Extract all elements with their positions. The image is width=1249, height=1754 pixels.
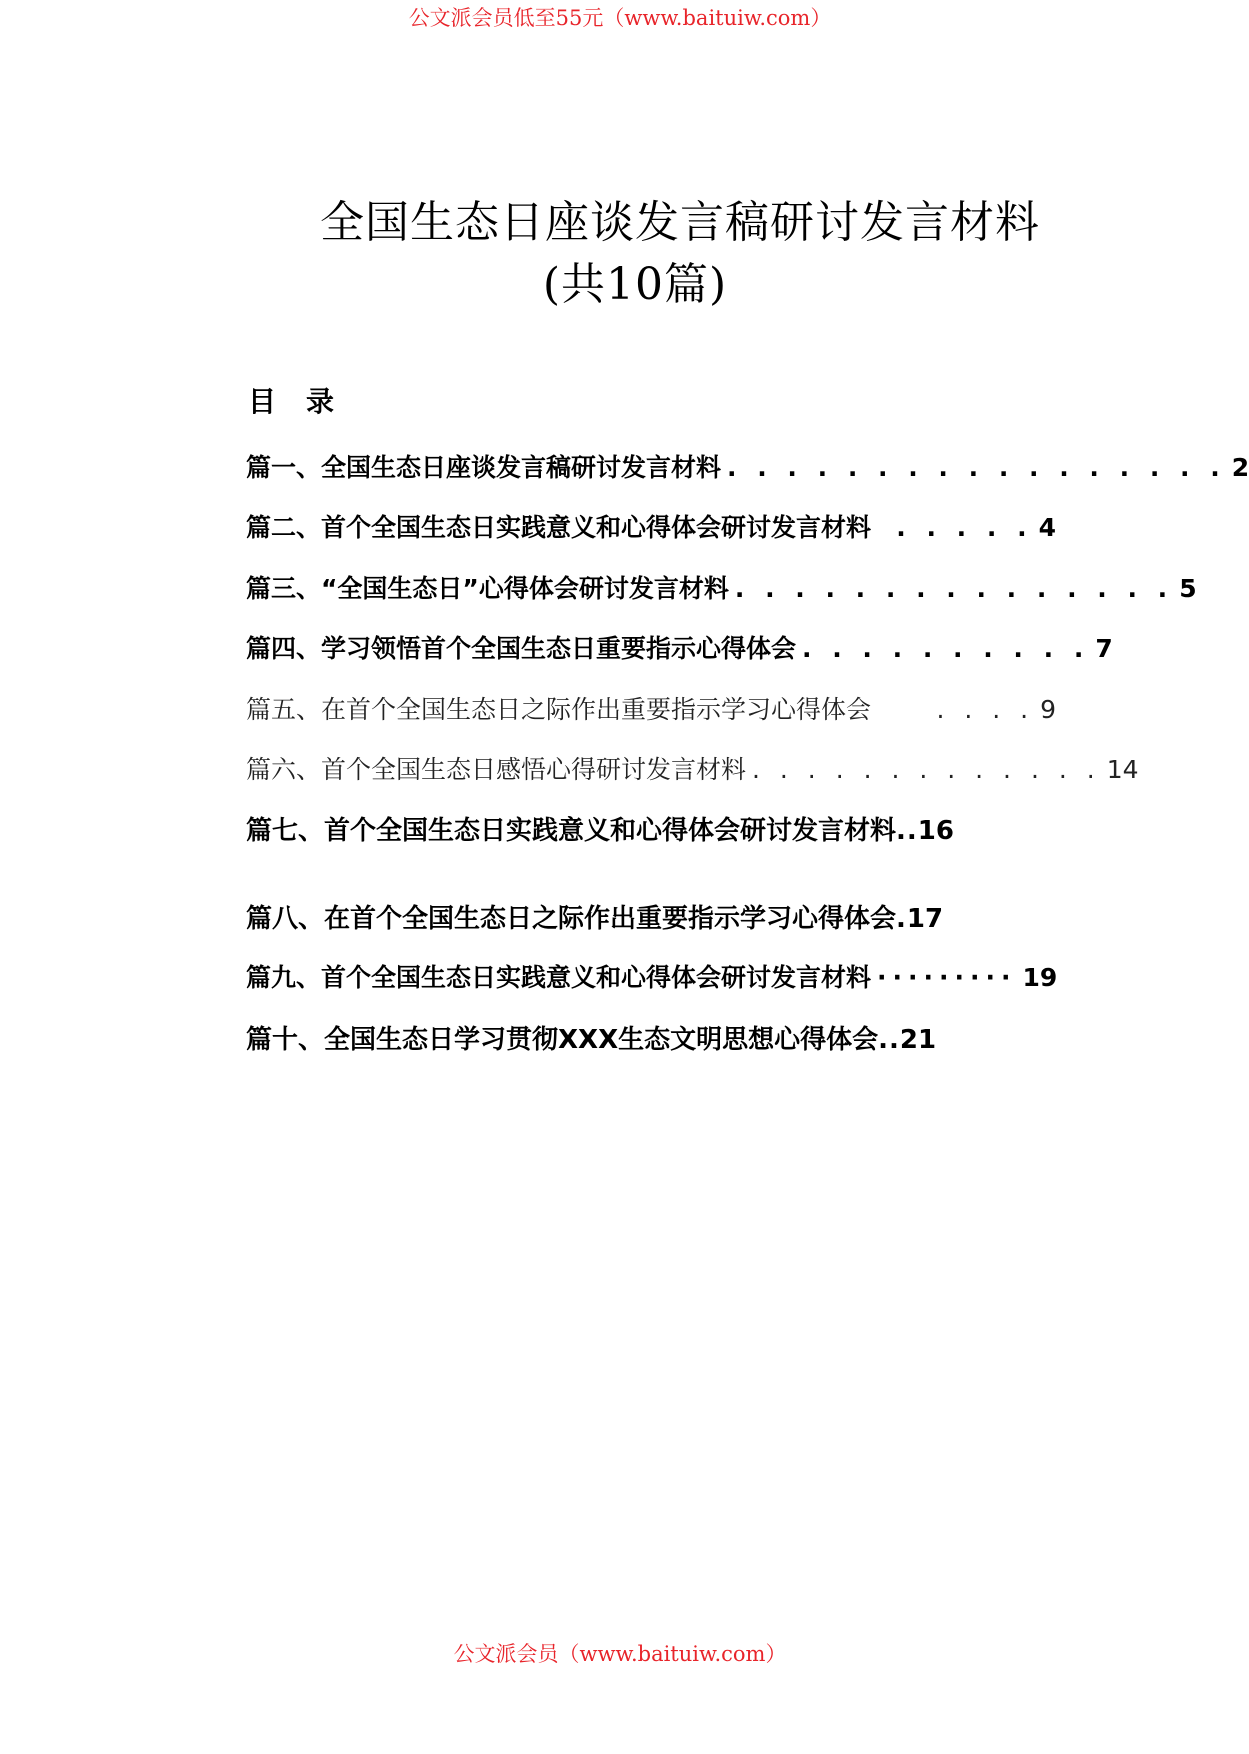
toc-entry-6[interactable] <box>246 750 1139 786</box>
toc-entry-label: 篇四、学习领悟首个全国生态日重要指示心得体会 <box>246 634 797 663</box>
toc-entry-page: 2 <box>1231 453 1249 482</box>
footer-watermark: 公文派会员（www.baituiw.com） <box>453 1642 787 1666</box>
toc-entry-7[interactable] <box>246 810 1056 847</box>
toc-entry-page: 14 <box>1106 755 1139 784</box>
toc-entry-page: 4 <box>1038 513 1056 542</box>
toc-entry-label: 篇二、首个全国生态日实践意义和心得体会研讨发言材料 <box>246 513 872 542</box>
toc-heading-left: 目 <box>248 385 277 418</box>
toc-entry-label: 篇六、首个全国生态日感悟心得研讨发言材料 <box>246 755 747 784</box>
toc-entry-leader: . . . . <box>936 695 1035 724</box>
toc-entry-leader: . . . . . . . . . . . . . . . . . <box>727 453 1226 482</box>
toc-entry-leader: . . . . . . . . . . <box>802 634 1090 663</box>
toc-entry-1[interactable] <box>246 448 1249 484</box>
toc-entry-page: 7 <box>1095 634 1113 663</box>
toc-entry-label: 篇八、在首个全国生态日之际作出重要指示学习心得体会 <box>246 904 897 934</box>
toc-entry-leader: . . . . . <box>896 513 1033 542</box>
toc-entry-4[interactable] <box>246 629 1113 665</box>
toc-entry-leader: ········· <box>877 963 1017 992</box>
toc-entry-label: 篇七、首个全国生态日实践意义和心得体会研讨发言材料 <box>246 816 897 846</box>
title-line-1: 全国生态日座谈发言稿研讨发言材料 <box>320 197 1040 248</box>
toc-entry-page: 17 <box>906 904 944 934</box>
toc-entry-10[interactable] <box>246 1019 1056 1056</box>
toc-entry-label: 篇一、全国生态日座谈发言稿研讨发言材料 <box>246 453 722 482</box>
toc-entry-leader: .. <box>896 816 918 846</box>
header-watermark: 公文派会员低至55元（www.baituiw.com） <box>408 6 832 30</box>
document-title <box>0 192 1240 316</box>
toc-entry-label: 篇五、在首个全国生态日之际作出重要指示学习心得体会 <box>246 695 872 724</box>
toc-entry-leader: . . . . . . . . . . . . . <box>752 755 1101 784</box>
toc-entry-page: 21 <box>899 1025 937 1055</box>
toc-entry-3[interactable] <box>246 569 1197 605</box>
toc-entry-label: 篇十、全国生态日学习贯彻XXX生态文明思想心得体会 <box>246 1025 879 1055</box>
toc-entry-page: 9 <box>1040 695 1056 724</box>
toc-entry-label: 篇九、首个全国生态日实践意义和心得体会研讨发言材料 <box>246 963 872 992</box>
toc-entry-5[interactable] <box>246 690 1056 726</box>
toc-entry-leader: . . . . . . . . . . . . . . . <box>734 574 1174 603</box>
toc-entry-9[interactable] <box>246 958 1056 994</box>
title-line-2: (共10篇) <box>542 259 728 310</box>
toc-entry-2[interactable] <box>246 508 1056 544</box>
toc-entry-8[interactable] <box>246 898 1056 935</box>
toc-heading-right: 录 <box>306 385 335 418</box>
toc-entry-page: 5 <box>1179 574 1197 603</box>
toc-entry-label: 篇三、“全国生态日”心得体会研讨发言材料 <box>246 574 729 603</box>
toc-entry-page: 16 <box>917 816 954 846</box>
toc-entry-leader: . <box>896 904 907 934</box>
toc-entry-page: 19 <box>1022 963 1058 992</box>
toc-heading <box>248 380 334 420</box>
toc-entry-leader: .. <box>878 1025 900 1055</box>
